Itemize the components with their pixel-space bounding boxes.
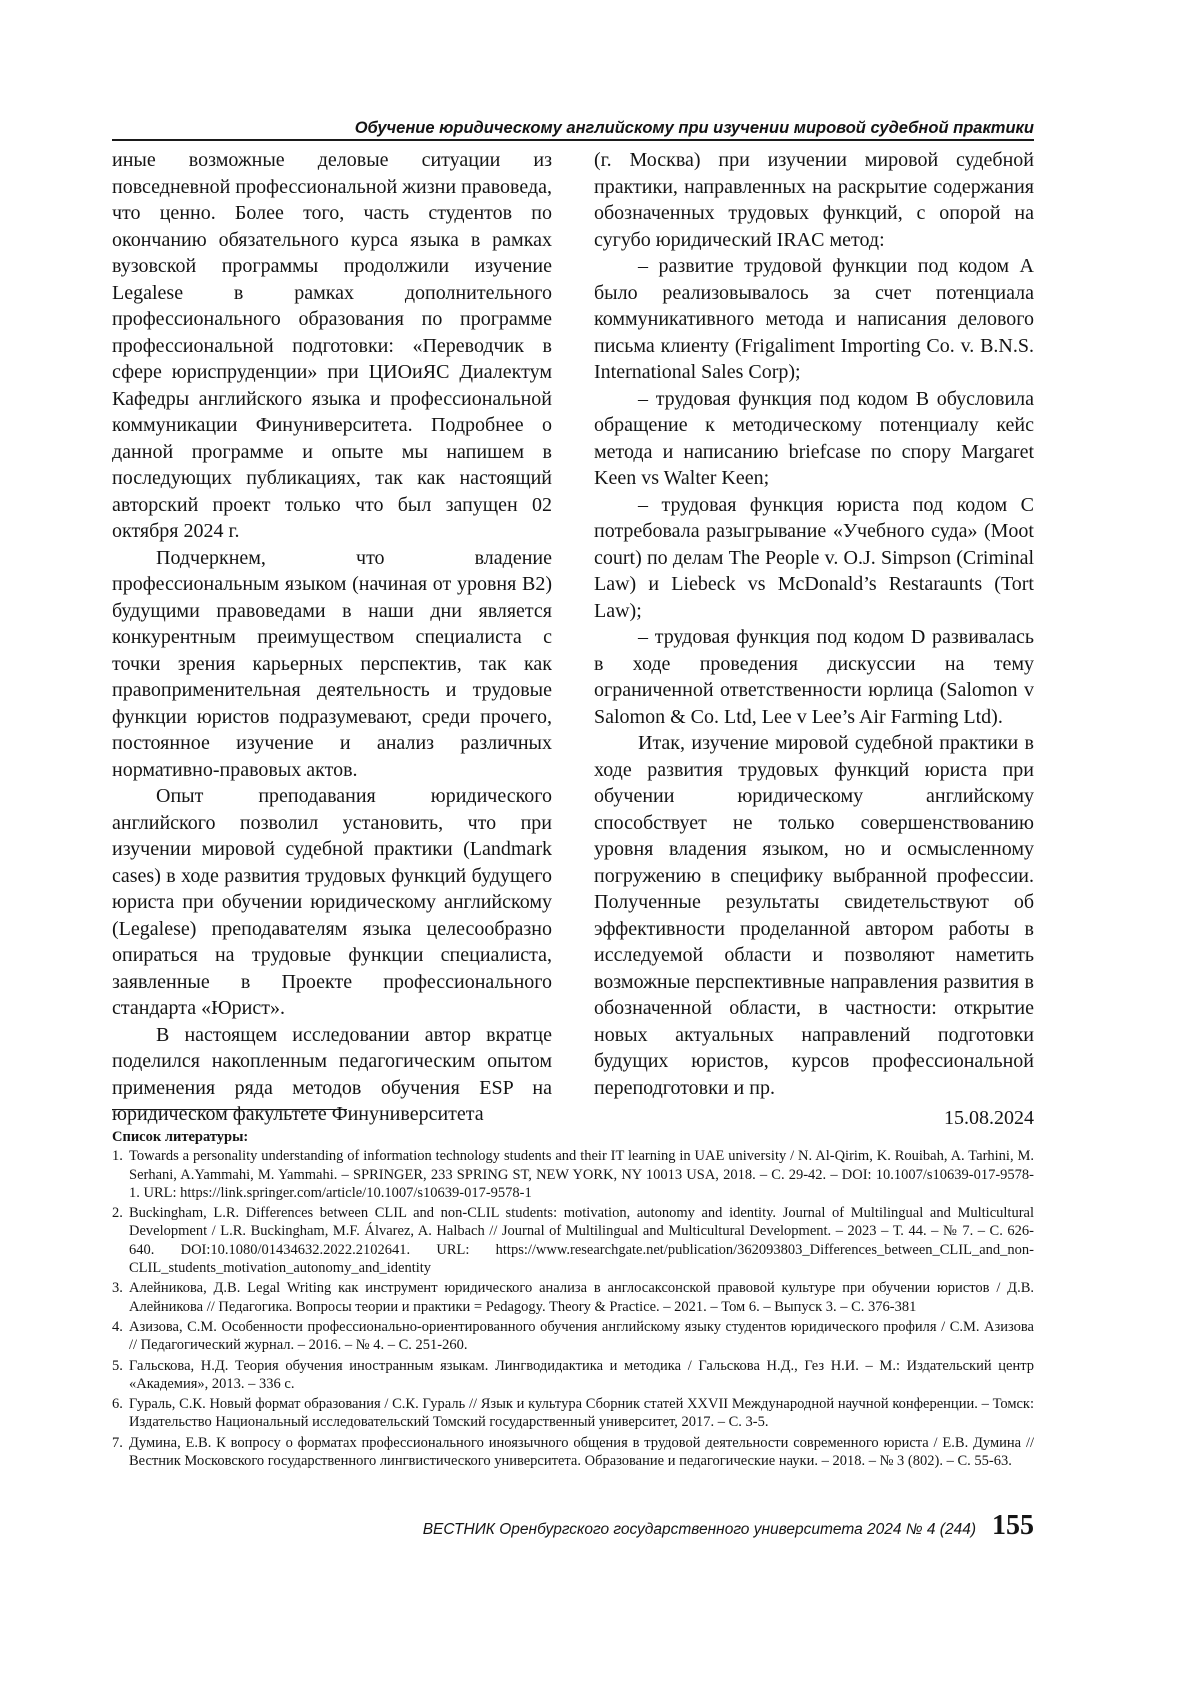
left-column — [112, 147, 552, 1128]
references-section — [112, 1128, 1034, 1472]
references-list — [112, 1147, 1034, 1470]
reference-item — [112, 1357, 1034, 1394]
paragraph: (г. Москва) при изучении мировой судебной практики, направленных на раскрытие содержания обозначенных трудовых функций, с опорой на сугубо юридический IRAC метод: — [594, 149, 1034, 251]
reference-number: 7. — [112, 1434, 123, 1451]
reference-number: 4. — [112, 1318, 123, 1335]
reference-number: 5. — [112, 1357, 123, 1374]
references-title: Список литературы: — [112, 1129, 249, 1145]
header-rule — [112, 139, 1034, 141]
reference-text: Алейникова, Д.В. Legal Writing как инструмент юридического анализа в англосаксонской правовой культуре при обучении юристов / Д.В. Алейникова // Педагогика. Вопросы теории и практики = Pedagogy. Theory & Practice. – 2021. – Том 6. – Выпуск 3. – С. 376-381 — [129, 1280, 1034, 1315]
page-number: 155 — [992, 1510, 1034, 1541]
right-column — [594, 147, 1034, 1101]
reference-text: Думина, Е.В. К вопросу о форматах профессионального иноязычного общения в трудовой деятельности современного юриста / Е.В. Думина // Вестник Московского государственного лингвистического университета. Образование и педагогические науки. – 2018. – № 3 (802). – С. 55-63. — [129, 1434, 1034, 1470]
reference-item — [112, 1279, 1034, 1316]
footnote-rule — [112, 1109, 347, 1110]
reference-number: 1. — [112, 1148, 123, 1165]
paragraph: В настоящем исследовании автор вкратце поделился накопленным педагогическим опытом применения ряда методов обучения ESP на юридическом факультете Финуниверситета — [112, 1023, 552, 1125]
reference-item — [112, 1318, 1034, 1355]
journal-name: ВЕСТНИК Оренбургского государственного университета 2024 № 4 (244) — [422, 1521, 976, 1538]
reference-number: 2. — [112, 1205, 123, 1222]
reference-item — [112, 1434, 1034, 1471]
paragraph: Подчеркнем, что владение профессиональным языком (начиная от уровня B2) будущими правоведами в наши дни является конкурентным преимуществом специалиста с точки зрения карьерных перспектив, так как правоприменительная деятельность и трудовые функции юристов подразумевают, среди прочего, постоянное изучение и анализ различных нормативно-правовых актов. — [112, 546, 552, 781]
reference-text: Buckingham, L.R. Differences between CLIL and non-CLIL students: motivation, autonomy and identity. Journal of Multilingual and Multicultural Development / L.R. Buckingham, M.F. Álvarez, A. Halbach // Journal of Multilingual and Multicultural Development. – 2023 – Т. 44. – № 7. – С. 626-640. DOI:10.1080/01434632.2022.2102641. URL: https://www.researchgate.net/publication/362093803_Differences_between_CLIL_and_non-CLIL_students_motivation_autonomy_and_identity — [129, 1205, 1034, 1277]
paragraph: Опыт преподавания юридического английского позволил установить, что при изучении мировой судебной практики (Landmark cases) в ходе развития трудовых функций будущего юриста при обучении юридическому английскому (Legalese) преподавателям языка целесообразно опираться на трудовые функции специалиста, заявленные в Проекте профессионального стандарта «Юрист». — [112, 785, 552, 1019]
list-item-paragraph: – трудовая функция юриста под кодом C потребовала разыгрывание «Учебного суда» (Moot court) по делам The People v. O.J. Simpson (Criminal Law) и Liebeck vs McDonald’s Restaraunts (Tort Law); — [594, 493, 1034, 622]
list-item-paragraph: – трудовая функция под кодом B обусловила обращение к методическому потенциалу кейс метода и написанию briefcase по спору Margaret Keen vs Walter Keen; — [594, 387, 1034, 489]
page-footer — [380, 1510, 1034, 1544]
reference-text: Towards a personality understanding of information technology students and their IT learning in UAE university / N. Al-Qirim, K. Rouibah, A. Tarhini, M. Serhani, A.Yammahi, M. Yammahi. – SPRINGER, 233 SPRING ST, NEW YORK, NY 10013 USA, 2018. – С. 29-42. – DOI: 10.1007/s10639-017-9578-1. URL: https://link.springer.com/article/10.1007/s10639-017-9578-1 — [129, 1148, 1034, 1201]
reference-item — [112, 1395, 1034, 1432]
reference-item — [112, 1204, 1034, 1277]
list-item-paragraph: – развитие трудовой функции под кодом A было реализовывалось за счет потенциала коммуникативного метода и написания делового письма клиенту (Frigaliment Importing Co. v. B.N.S. International Sales Corp); — [594, 255, 1034, 383]
reference-number: 3. — [112, 1280, 123, 1297]
reference-text: Азизова, С.М. Особенности профессионально-ориентированного обучения английскому языку студентов юридического профиля / С.М. Азизова // Педагогический журнал. – 2016. – № 4. – С. 251-260. — [129, 1318, 1034, 1354]
paragraph: иные возможные деловые ситуации из повседневной профессиональной жизни правоведа, что ценно. Более того, часть студентов по окончанию обязательного курса языка в рамках вузовской программы продолжили изучение Legalese в рамках дополнительного профессионального образования по программе профессиональной подготовки: «Переводчик в сфере юриспруденции» при ЦИОиЯС Диалектум Кафедры английского языка и профессиональной коммуникации Финуниверситета. Подробнее о данной программе и опыте мы напишем в последующих публикациях, так как настоящий авторский проект только что был запущен 02 октября 2024 г. — [112, 149, 552, 542]
submission-date: 15.08.2024 — [944, 1107, 1034, 1129]
reference-number: 6. — [112, 1396, 123, 1413]
list-item-paragraph: – трудовая функция под кодом D развивалась в ходе проведения дискуссии на тему ограниченной ответственности юрлица (Salomon v Salomon & Co. Ltd, Lee v Lee’s Air Farming Ltd). — [594, 626, 1034, 728]
reference-item — [112, 1147, 1034, 1202]
running-head: Обучение юридическому английскому при изучении мировой судебной практики — [354, 119, 1034, 137]
reference-text: Гураль, С.К. Новый формат образования / С.К. Гураль // Язык и культура Сборник статей XXVII Международной научной конференции. – Томск: Издательство Национальный исследовательский Томский государственный университет, 2017. – С. 3-5. — [129, 1396, 1034, 1431]
paragraph: Итак, изучение мировой судебной практики в ходе развития трудовых функций юриста при обучении юридическому английскому способствует не только совершенствованию уровня владения языком, но и осмысленному погружению в специфику выбранной профессии. Полученные результаты свидетельствуют об эффективности проделанной автором работы в исследуемой области и позволяют наметить возможные перспективные направления развития в обозначенной области, в частности: открытие новых актуальных направлений подготовки будущих юристов, курсов профессиональной переподготовки и пр. — [594, 732, 1034, 1099]
reference-text: Гальскова, Н.Д. Теория обучения иностранным языкам. Лингводидактика и методика / Гальскова Н.Д., Гез Н.И. – М.: Издательский центр «Академия», 2013. – 336 с. — [129, 1357, 1034, 1392]
